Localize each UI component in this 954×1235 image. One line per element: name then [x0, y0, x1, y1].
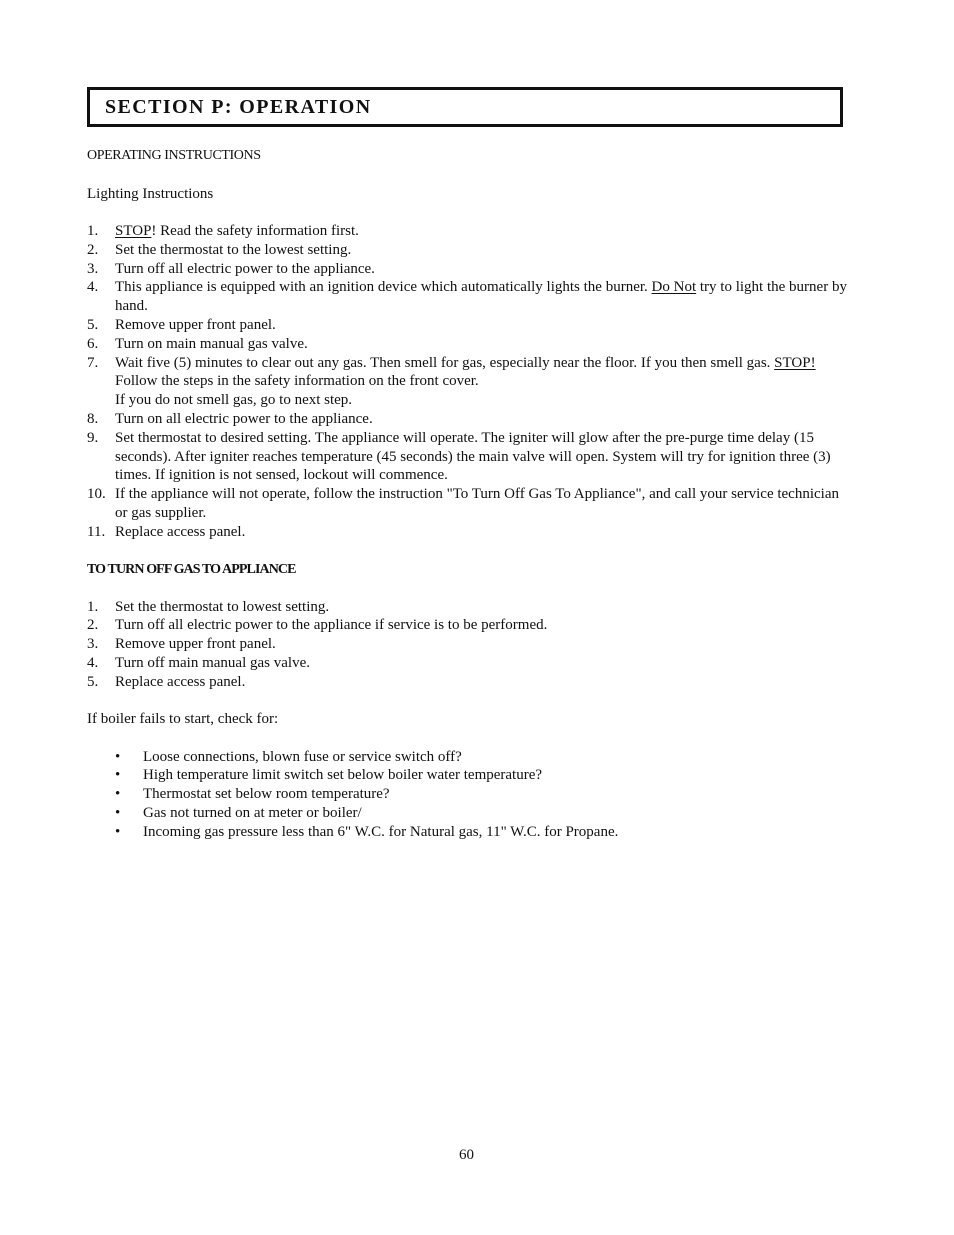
section-header-box [87, 87, 843, 127]
bullet-icon: • [115, 786, 121, 803]
list-item: 2. Turn off all electric power to the appliance if service is to be performed. [87, 617, 548, 634]
list-item: 7. Wait five (5) minutes to clear out any gas. Then smell for gas, especially near the floor. If you then smell gas. STOP! Follow the steps in the safety information on the front cover. If you do not smell gas, go to next step. [87, 354, 816, 409]
list-item: 9. Set thermostat to desired setting. The appliance will operate. The igniter will glow after the pre-purge time delay (15 seconds). After igniter reaches temperature (45 seconds) the main valve will open. System will try for ignition three (3) times. If ignition is not sensed, lockout will commence. [87, 429, 831, 484]
bullet-icon: • [115, 823, 121, 840]
list-item: 6. Turn on main manual gas valve. [87, 335, 308, 352]
list-item: 5. Remove upper front panel. [87, 316, 276, 333]
check-intro-text: If boiler fails to start, check for: [87, 710, 279, 727]
stop-emphasis: STOP! [774, 354, 816, 371]
list-item: • Gas not turned on at meter or boiler/ [115, 804, 362, 821]
list-item: 1. STOP! Read the safety information first. [87, 223, 359, 239]
list-item: 8. Turn on all electric power to the appliance. [87, 410, 373, 427]
turn-off-steps-list [87, 598, 847, 692]
stop-emphasis: STOP [115, 223, 152, 239]
operating-instructions-heading: OPERATING INSTRUCTIONS [87, 148, 261, 163]
bullet-icon: • [115, 748, 121, 765]
list-item: • Loose connections, blown fuse or service switch off? [115, 748, 462, 765]
list-item: • Incoming gas pressure less than 6" W.C. for Natural gas, 11" W.C. for Propane. [115, 823, 619, 840]
list-item: 4. This appliance is equipped with an ignition device which automatically lights the burner. Do Not try to light the burner by hand. [87, 279, 847, 315]
document-body [87, 147, 847, 842]
bullet-icon: • [115, 804, 121, 821]
list-item: • High temperature limit switch set below boiler water temperature? [115, 767, 543, 784]
do-not-emphasis: Do Not [651, 279, 697, 296]
list-item: • Thermostat set below room temperature? [115, 786, 390, 803]
list-item: 2. Set the thermostat to the lowest setting. [87, 241, 352, 258]
lighting-steps-list [87, 222, 847, 542]
turn-off-gas-heading: TO TURN OFF GAS TO APPLIANCE [87, 561, 296, 577]
list-item: 4. Turn off main manual gas valve. [87, 654, 310, 671]
page-number: 60 [459, 1147, 474, 1163]
check-list [87, 748, 847, 842]
bullet-icon: • [115, 767, 121, 784]
list-item: 1. Set the thermostat to lowest setting. [87, 598, 330, 615]
list-item: 5. Replace access panel. [87, 673, 246, 690]
list-item: 3. Remove upper front panel. [87, 636, 276, 653]
section-title: SECTION P: OPERATION [105, 96, 372, 118]
list-item: 11. Replace access panel. [87, 523, 246, 540]
list-item: 3. Turn off all electric power to the appliance. [87, 260, 375, 277]
lighting-instructions-heading: Lighting Instructions [87, 186, 214, 202]
list-item: 10. If the appliance will not operate, follow the instruction "To Turn Off Gas To Appliance", and call your service technician or gas supplier. [87, 486, 839, 521]
